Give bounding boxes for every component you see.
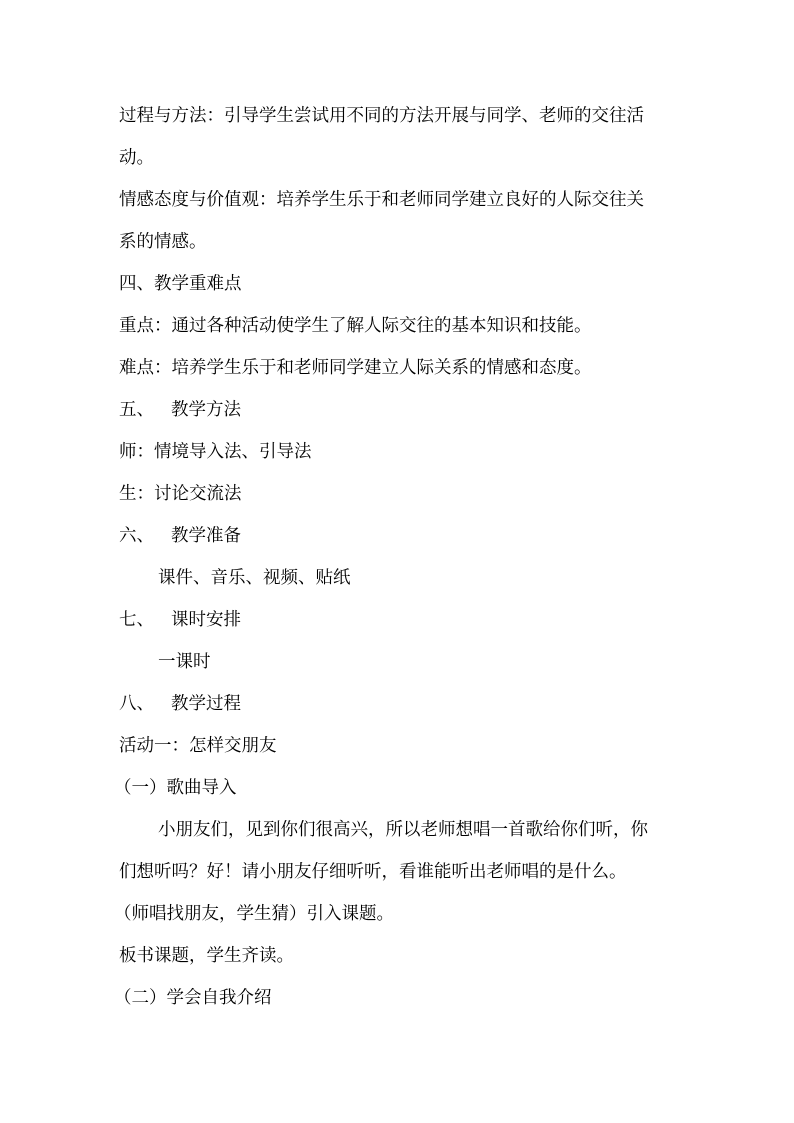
paragraph-text: 过程与方法：引导学生尝试用不同的方法开展与同学、老师的交往活 (119, 106, 644, 126)
heading-text: 四、教学重难点 (119, 274, 242, 294)
paragraph-text: 们想听吗？好！请小朋友仔细听听，看谁能听出老师唱的是什么。 (119, 862, 627, 882)
student-method-line (0, 482, 794, 506)
difficult-point-line (0, 356, 794, 380)
activity-one-heading (0, 734, 794, 758)
paragraph-text: （一）歌曲导入 (114, 778, 237, 798)
board-title-line (0, 944, 794, 968)
paragraph-text: 板书课题，学生齐读。 (119, 946, 294, 966)
paragraph-text: （师唱找朋友，学生猜）引入课题。 (114, 904, 394, 924)
song-intro-heading (0, 776, 794, 800)
heading-key-difficult-points (0, 272, 794, 296)
paragraph-text: 活动一：怎样交朋友 (119, 736, 277, 756)
paragraph-text: 动。 (119, 148, 154, 168)
section-title: 教学过程 (171, 694, 241, 714)
paragraph-text: 重点：通过各种活动使学生了解人际交往的基本知识和技能。 (119, 316, 592, 336)
section-number: 八、 (119, 694, 154, 714)
key-point-line (0, 314, 794, 338)
paragraph-text: （二）学会自我介绍 (114, 988, 272, 1008)
heading-teaching-process (0, 692, 794, 716)
heading-teaching-methods (0, 398, 794, 422)
emotion-attitude-line-cont (0, 230, 794, 254)
paragraph-text: 系的情感。 (119, 232, 207, 252)
heading-class-hours (0, 608, 794, 632)
song-intro-paragraph-cont (0, 860, 794, 884)
section-title: 教学方法 (171, 400, 241, 420)
paragraph-text: 难点：培养学生乐于和老师同学建立人际关系的情感和态度。 (119, 358, 592, 378)
self-intro-heading (0, 986, 794, 1010)
paragraph-text: 生：讨论交流法 (119, 484, 242, 504)
section-number: 七、 (119, 610, 154, 630)
section-number: 五、 (119, 400, 154, 420)
paragraph-text: 一课时 (158, 652, 211, 672)
paragraph-text: 师：情境导入法、引导法 (119, 442, 312, 462)
song-intro-paragraph (0, 818, 794, 842)
preparation-items-line (0, 566, 794, 590)
heading-teaching-preparation (0, 524, 794, 548)
process-method-line-cont (0, 146, 794, 170)
class-hours-line (0, 650, 794, 674)
section-title: 教学准备 (171, 526, 241, 546)
paragraph-text: 小朋友们，见到你们很高兴，所以老师想唱一首歌给你们听，你 (158, 820, 648, 840)
section-number: 六、 (119, 526, 154, 546)
teacher-method-line (0, 440, 794, 464)
section-title: 课时安排 (171, 610, 241, 630)
emotion-attitude-line (0, 188, 794, 212)
process-method-line (0, 104, 794, 128)
paragraph-text: 情感态度与价值观：培养学生乐于和老师同学建立良好的人际交往关 (119, 190, 644, 210)
paragraph-text: 课件、音乐、视频、贴纸 (158, 568, 351, 588)
song-intro-note (0, 902, 794, 926)
